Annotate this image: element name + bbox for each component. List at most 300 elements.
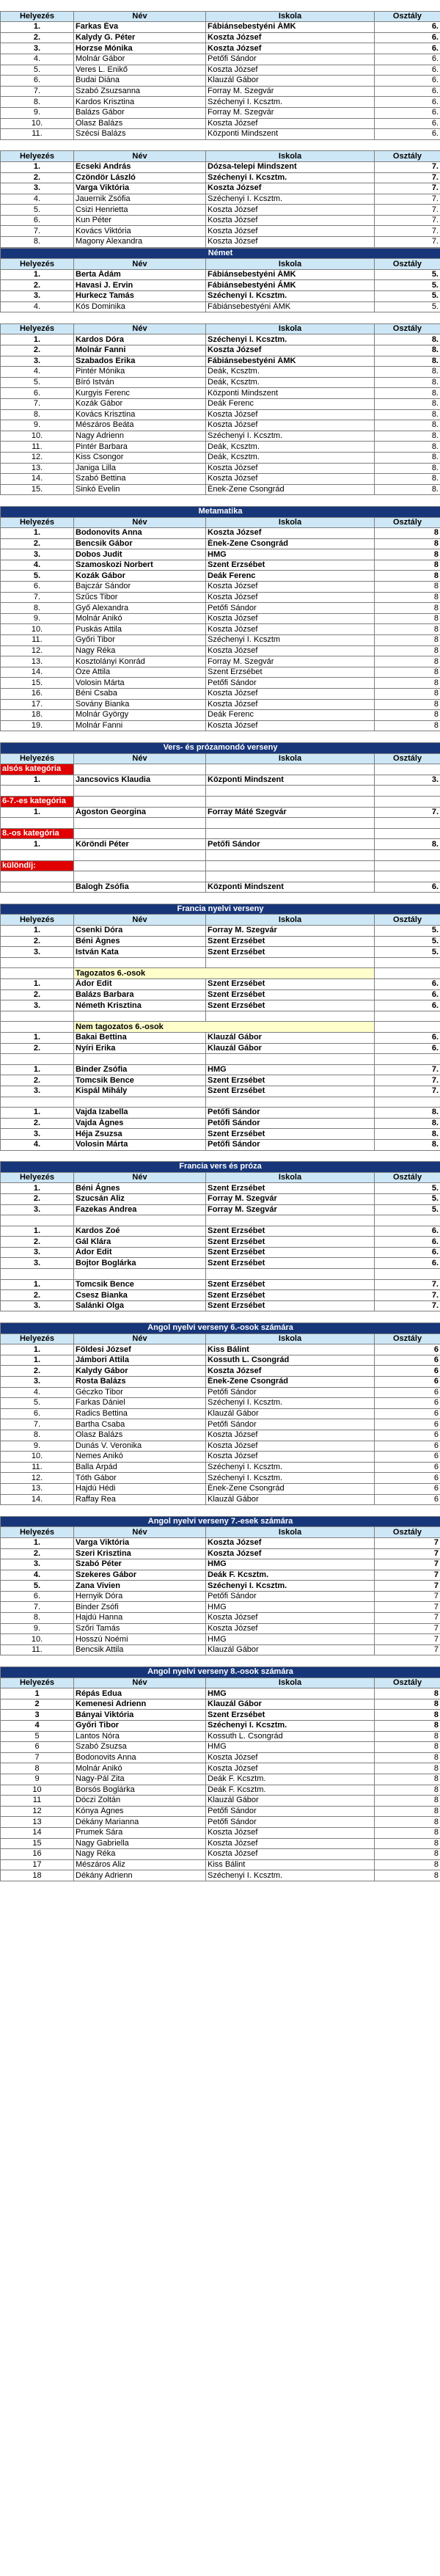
student-name: Raffay Rea: [74, 1494, 206, 1505]
result-position: 1.: [1, 1064, 74, 1075]
header-name: Név: [74, 1172, 206, 1183]
result-row: [1, 1721, 440, 1732]
result-position: 8.: [1, 603, 74, 614]
grade-value: 8.: [375, 431, 440, 442]
grade-value: 6: [375, 1483, 440, 1494]
result-row: [1, 882, 440, 893]
header-name: Név: [74, 151, 206, 162]
school-name: Szent Erzsébet: [206, 1710, 375, 1721]
school-name: Koszta József: [206, 613, 375, 624]
student-name: Volosin Márta: [74, 678, 206, 689]
grade-value: 8.: [375, 356, 440, 367]
header-grade: Osztály: [375, 11, 440, 22]
result-position: 9.: [1, 107, 74, 118]
spacer-cell: [375, 818, 440, 829]
result-position: 3.: [1, 43, 74, 54]
student-name: Szeri Krisztina: [74, 1548, 206, 1559]
student-name: Olasz Balázs: [74, 1430, 206, 1441]
column-header-row: [1, 151, 440, 162]
student-name: Béni Ágnes: [74, 936, 206, 947]
result-row: [1, 1785, 440, 1796]
student-name: Szabó Zsuzsa: [74, 1742, 206, 1753]
result-row: [1, 1710, 440, 1721]
school-name: Szent Erzsébet: [206, 947, 375, 958]
result-row: [1, 237, 440, 248]
result-row: [1, 65, 440, 76]
school-name: Koszta József: [206, 205, 375, 216]
spacer-row: [1, 1215, 440, 1226]
school-name: Klauzál Gábor: [206, 1494, 375, 1505]
grade-value: 5.: [375, 936, 440, 947]
school-name: Petőfi Sándor: [206, 1817, 375, 1828]
student-name: Hernyik Dóra: [74, 1591, 206, 1602]
student-name: Zana Vivien: [74, 1581, 206, 1592]
result-row: [1, 775, 440, 786]
result-position: 1.: [1, 1226, 74, 1237]
student-name: Szucsán Aliz: [74, 1193, 206, 1204]
spacer-cell: [375, 860, 440, 871]
header-name: Név: [74, 259, 206, 270]
student-name: Sinkó Evelin: [74, 484, 206, 495]
result-position: 18.: [1, 710, 74, 721]
student-name: Sovány Bianka: [74, 699, 206, 710]
spacer-cell: [74, 818, 206, 829]
grade-value: 8: [375, 528, 440, 539]
student-name: Béni Ágnes: [74, 1183, 206, 1194]
column-header-row: [1, 915, 440, 926]
student-name: Volosin Márta: [74, 1139, 206, 1150]
school-name: Széchenyi I. Kcsztm.: [206, 291, 375, 302]
student-name: Puskás Attila: [74, 624, 206, 635]
school-name: Ének-Zene Csongrád: [206, 1377, 375, 1388]
column-header-row: [1, 753, 440, 764]
grade-value: 6.: [375, 76, 440, 87]
competition-section: [0, 742, 440, 893]
school-name: Koszta József: [206, 1763, 375, 1774]
header-position: Helyezés: [1, 11, 74, 22]
school-name: Petőfi Sándor: [206, 1806, 375, 1817]
school-name: Koszta József: [206, 1827, 375, 1838]
result-row: [1, 107, 440, 118]
grade-value: 6.: [375, 1000, 440, 1011]
result-position: 9.: [1, 1441, 74, 1452]
grade-value: 6.: [375, 1237, 440, 1248]
result-row: [1, 635, 440, 646]
grade-value: 8: [375, 1752, 440, 1763]
grade-value: 7.: [375, 172, 440, 183]
header-grade: Osztály: [375, 915, 440, 926]
student-name: Radics Bettina: [74, 1408, 206, 1419]
column-header-row: [1, 323, 440, 334]
school-name: Szent Erzsébet: [206, 1226, 375, 1237]
grade-value: 8: [375, 1806, 440, 1817]
result-position: 15.: [1, 484, 74, 495]
result-row: [1, 1118, 440, 1129]
result-position: 3.: [1, 1300, 74, 1311]
result-row: [1, 807, 440, 818]
result-row: [1, 409, 440, 420]
student-name: Nagy Réka: [74, 645, 206, 656]
student-name: Budai Diána: [74, 76, 206, 87]
result-row: [1, 549, 440, 560]
grade-value: 6.: [375, 22, 440, 33]
result-position: 3.: [1, 947, 74, 958]
section-title: Angol nyelvi verseny 7.-esek számára: [1, 1516, 440, 1527]
result-position: 3.: [1, 1247, 74, 1258]
grade-value: 6.: [375, 118, 440, 129]
result-row: [1, 1452, 440, 1463]
school-name: Koszta József: [206, 1452, 375, 1463]
spacer-cell: [206, 849, 375, 860]
grade-value: 6: [375, 1473, 440, 1484]
result-position: 4.: [1, 1139, 74, 1150]
result-row: [1, 656, 440, 667]
result-position: 2.: [1, 1290, 74, 1301]
grade-value: 6: [375, 1355, 440, 1366]
school-name: Klauzál Gábor: [206, 1043, 375, 1054]
section-gap: [0, 495, 440, 506]
student-name: Salánki Olga: [74, 1300, 206, 1311]
student-name: Óze Attila: [74, 667, 206, 678]
school-name: Koszta József: [206, 624, 375, 635]
student-name: Kalydy Gábor: [74, 1366, 206, 1377]
header-name: Név: [74, 915, 206, 926]
grade-value: 8: [375, 592, 440, 603]
grade-value: 8: [375, 603, 440, 614]
student-name: Héja Zsuzsa: [74, 1129, 206, 1140]
result-position: 3.: [1, 183, 74, 194]
result-position: 7.: [1, 1602, 74, 1613]
school-name: Koszta József: [206, 1849, 375, 1860]
grade-value: 8.: [375, 409, 440, 420]
student-name: Béni Csaba: [74, 689, 206, 700]
grade-value: 8: [375, 667, 440, 678]
result-row: [1, 528, 440, 539]
result-position: 1.: [1, 839, 74, 850]
result-position: 11.: [1, 1462, 74, 1473]
school-name: Koszta József: [206, 215, 375, 226]
grade-value: 6.: [375, 1258, 440, 1269]
grade-value: 8.: [375, 334, 440, 345]
header-school: Iskola: [206, 151, 375, 162]
results-table: [0, 1322, 440, 1505]
result-row: [1, 291, 440, 302]
results-table: [0, 742, 440, 893]
header-grade: Osztály: [375, 1677, 440, 1688]
spacer-cell: [375, 764, 440, 775]
subcategory-row: [1, 1022, 440, 1033]
header-school: Iskola: [206, 517, 375, 528]
student-name: Hajdú Hédi: [74, 1483, 206, 1494]
header-position: Helyezés: [1, 151, 74, 162]
school-name: HMG: [206, 1742, 375, 1753]
school-name: Szent Erzsébet: [206, 1000, 375, 1011]
grade-value: 8: [375, 1774, 440, 1785]
student-name: Répás Edua: [74, 1688, 206, 1699]
header-grade: Osztály: [375, 323, 440, 334]
student-name: Szőri Tamás: [74, 1623, 206, 1634]
school-name: Koszta József: [206, 1366, 375, 1377]
grade-value: 7.: [375, 1086, 440, 1097]
spacer-cell: [1, 1022, 74, 1033]
student-name: Kozák Gábor: [74, 398, 206, 409]
header-school: Iskola: [206, 915, 375, 926]
student-name: Hosszú Noémi: [74, 1634, 206, 1645]
result-row: [1, 484, 440, 495]
grade-value: 7: [375, 1602, 440, 1613]
result-row: [1, 1430, 440, 1441]
school-name: Széchenyi I. Kcsztm.: [206, 1721, 375, 1732]
school-name: Koszta József: [206, 420, 375, 431]
grade-value: 8.: [375, 463, 440, 474]
result-position: 1.: [1, 1355, 74, 1366]
school-name: Klauzál Gábor: [206, 1408, 375, 1419]
section-gap: [0, 1655, 440, 1666]
spacer-cell: [375, 968, 440, 979]
student-name: Szabados Erika: [74, 356, 206, 367]
student-name: Csenki Dóra: [74, 926, 206, 937]
result-position: 7.: [1, 226, 74, 237]
result-row: [1, 1752, 440, 1763]
student-name: Csesz Bianka: [74, 1290, 206, 1301]
grade-value: 6: [375, 1366, 440, 1377]
spacer-cell: [1, 968, 74, 979]
student-name: Győri Tibor: [74, 635, 206, 646]
student-name: Gál Klára: [74, 1237, 206, 1248]
grade-value: 7.: [375, 1075, 440, 1086]
grade-value: 7.: [375, 1290, 440, 1301]
school-name: Kiss Bálint: [206, 1344, 375, 1355]
spacer-cell: [206, 818, 375, 829]
section-title-row: [1, 506, 440, 517]
result-position: 14: [1, 1827, 74, 1838]
grade-value: 6: [375, 1344, 440, 1355]
result-row: [1, 76, 440, 87]
grade-value: 8: [375, 1838, 440, 1849]
spacer-cell: [74, 1097, 206, 1108]
result-row: [1, 301, 440, 312]
spacer-cell: [74, 1054, 206, 1065]
section-gap: [0, 1505, 440, 1516]
grade-value: 3.: [375, 775, 440, 786]
grade-value: 5.: [375, 1204, 440, 1215]
spacer-cell: [74, 796, 206, 807]
student-name: Prumek Sára: [74, 1827, 206, 1838]
student-name: Molnár Anikó: [74, 1763, 206, 1774]
school-name: Koszta József: [206, 689, 375, 700]
spacer-cell: [1, 957, 74, 968]
grade-value: 5.: [375, 1183, 440, 1194]
section-gap: [0, 312, 440, 323]
result-position: 3.: [1, 356, 74, 367]
results-table: [0, 1666, 440, 1881]
grade-value: 8: [375, 678, 440, 689]
school-name: Koszta József: [206, 1838, 375, 1849]
student-name: Farkas Éva: [74, 22, 206, 33]
student-name: István Kata: [74, 947, 206, 958]
school-name: Koszta József: [206, 463, 375, 474]
result-position: 2.: [1, 32, 74, 43]
result-row: [1, 1602, 440, 1613]
result-row: [1, 582, 440, 593]
grade-value: 8: [375, 549, 440, 560]
grade-value: 8: [375, 1785, 440, 1796]
spacer-cell: [375, 1011, 440, 1022]
student-name: Kun Péter: [74, 215, 206, 226]
school-name: Központi Mindszent: [206, 775, 375, 786]
result-row: [1, 947, 440, 958]
result-row: [1, 1817, 440, 1828]
section-gap: [0, 1881, 440, 1892]
result-position: 8.: [1, 237, 74, 248]
spacer-cell: [206, 1269, 375, 1280]
result-row: [1, 1366, 440, 1377]
result-row: [1, 1387, 440, 1398]
result-position: 12.: [1, 1473, 74, 1484]
school-name: Koszta József: [206, 43, 375, 54]
grade-value: 8.: [375, 367, 440, 378]
result-row: [1, 1108, 440, 1119]
school-name: Központi Mindszent: [206, 882, 375, 893]
result-row: [1, 1129, 440, 1140]
spacer-row: [1, 1269, 440, 1280]
result-position: 1.: [1, 775, 74, 786]
student-name: Kozák Gábor: [74, 571, 206, 582]
spacer-cell: [375, 1097, 440, 1108]
category-label: különdíj:: [1, 860, 74, 871]
result-row: [1, 442, 440, 453]
result-position: 9.: [1, 613, 74, 624]
header-grade: Osztály: [375, 753, 440, 764]
school-name: Koszta József: [206, 65, 375, 76]
competition-section: [0, 506, 440, 731]
school-name: Szent Erzsébet: [206, 989, 375, 1000]
result-position: 10.: [1, 624, 74, 635]
section-title: Metamatika: [1, 506, 440, 517]
grade-value: 8.: [375, 398, 440, 409]
competition-section: [0, 1516, 440, 1656]
header-name: Név: [74, 11, 206, 22]
result-position: 2: [1, 1699, 74, 1710]
result-position: 4.: [1, 54, 74, 65]
result-row: [1, 1644, 440, 1655]
header-school: Iskola: [206, 1172, 375, 1183]
result-position: 1: [1, 1688, 74, 1699]
grade-value: 6.: [375, 1043, 440, 1054]
school-name: Deák, Kcsztm.: [206, 377, 375, 388]
result-row: [1, 1559, 440, 1570]
spacer-cell: [375, 1022, 440, 1033]
grade-value: 8.: [375, 345, 440, 356]
spacer-cell: [375, 871, 440, 882]
student-name: Bencsik Gábor: [74, 538, 206, 549]
result-position: 8.: [1, 409, 74, 420]
header-school: Iskola: [206, 1333, 375, 1344]
grade-value: 6: [375, 1387, 440, 1398]
grade-value: 7: [375, 1623, 440, 1634]
school-name: Koszta József: [206, 345, 375, 356]
result-row: [1, 979, 440, 990]
result-position: 3.: [1, 1000, 74, 1011]
grade-value: 6: [375, 1408, 440, 1419]
header-name: Név: [74, 753, 206, 764]
school-name: Szent Erzsébet: [206, 667, 375, 678]
result-position: 1.: [1, 1344, 74, 1355]
grade-value: 6.: [375, 1226, 440, 1237]
school-name: Széchenyi I. Kcsztm.: [206, 194, 375, 205]
result-position: 10.: [1, 431, 74, 442]
school-name: Széchenyi I. Kcsztm.: [206, 1870, 375, 1881]
header-grade: Osztály: [375, 259, 440, 270]
school-name: HMG: [206, 1688, 375, 1699]
result-row: [1, 1279, 440, 1290]
result-row: [1, 1075, 440, 1086]
spacer-cell: [74, 957, 206, 968]
competition-section: [0, 904, 440, 1151]
school-name: Kiss Bálint: [206, 1859, 375, 1870]
school-name: Széchenyi I. Kcsztm.: [206, 172, 375, 183]
grade-value: 8: [375, 1742, 440, 1753]
result-row: [1, 1774, 440, 1785]
result-row: [1, 367, 440, 378]
student-name: Jámbori Attila: [74, 1355, 206, 1366]
student-name: Földesi József: [74, 1344, 206, 1355]
result-position: 8.: [1, 97, 74, 108]
result-row: [1, 377, 440, 388]
result-row: [1, 1355, 440, 1366]
header-grade: Osztály: [375, 1333, 440, 1344]
school-name: Koszta József: [206, 409, 375, 420]
school-name: Deák, Kcsztm.: [206, 452, 375, 463]
school-name: Deák, Kcsztm.: [206, 367, 375, 378]
grade-value: 6.: [375, 107, 440, 118]
header-school: Iskola: [206, 1677, 375, 1688]
student-name: Hurkecz Tamás: [74, 291, 206, 302]
section-title-row: [1, 248, 440, 259]
school-name: Szent Erzsébet: [206, 1075, 375, 1086]
school-name: Fábiánsebestyéni ÁMK: [206, 269, 375, 280]
results-table: [0, 323, 440, 496]
result-position: 14.: [1, 1494, 74, 1505]
result-position: 5.: [1, 205, 74, 216]
section-title: Francia nyelvi verseny: [1, 904, 440, 915]
grade-value: 5.: [375, 1193, 440, 1204]
results-table: [0, 1516, 440, 1656]
spacer-cell: [375, 1215, 440, 1226]
spacer-cell: [206, 871, 375, 882]
result-row: [1, 1226, 440, 1237]
student-name: Kosztolányi Konrád: [74, 656, 206, 667]
school-name: Koszta József: [206, 528, 375, 539]
spacer-cell: [1, 1054, 74, 1065]
school-name: Szent Erzsébet: [206, 1290, 375, 1301]
column-header-row: [1, 517, 440, 528]
spacer-row: [1, 957, 440, 968]
student-name: Olasz Balázs: [74, 118, 206, 129]
grade-value: 5.: [375, 291, 440, 302]
student-name: Ádor Edit: [74, 979, 206, 990]
result-row: [1, 1591, 440, 1602]
school-name: Koszta József: [206, 183, 375, 194]
result-row: [1, 280, 440, 291]
student-name: Vajda Izabella: [74, 1108, 206, 1119]
student-name: Nagy Réka: [74, 1849, 206, 1860]
grade-value: 8: [375, 710, 440, 721]
result-position: 4.: [1, 1387, 74, 1398]
result-position: 6.: [1, 1408, 74, 1419]
grade-value: 8: [375, 1827, 440, 1838]
section-title: Vers- és prózamondó verseny: [1, 742, 440, 753]
